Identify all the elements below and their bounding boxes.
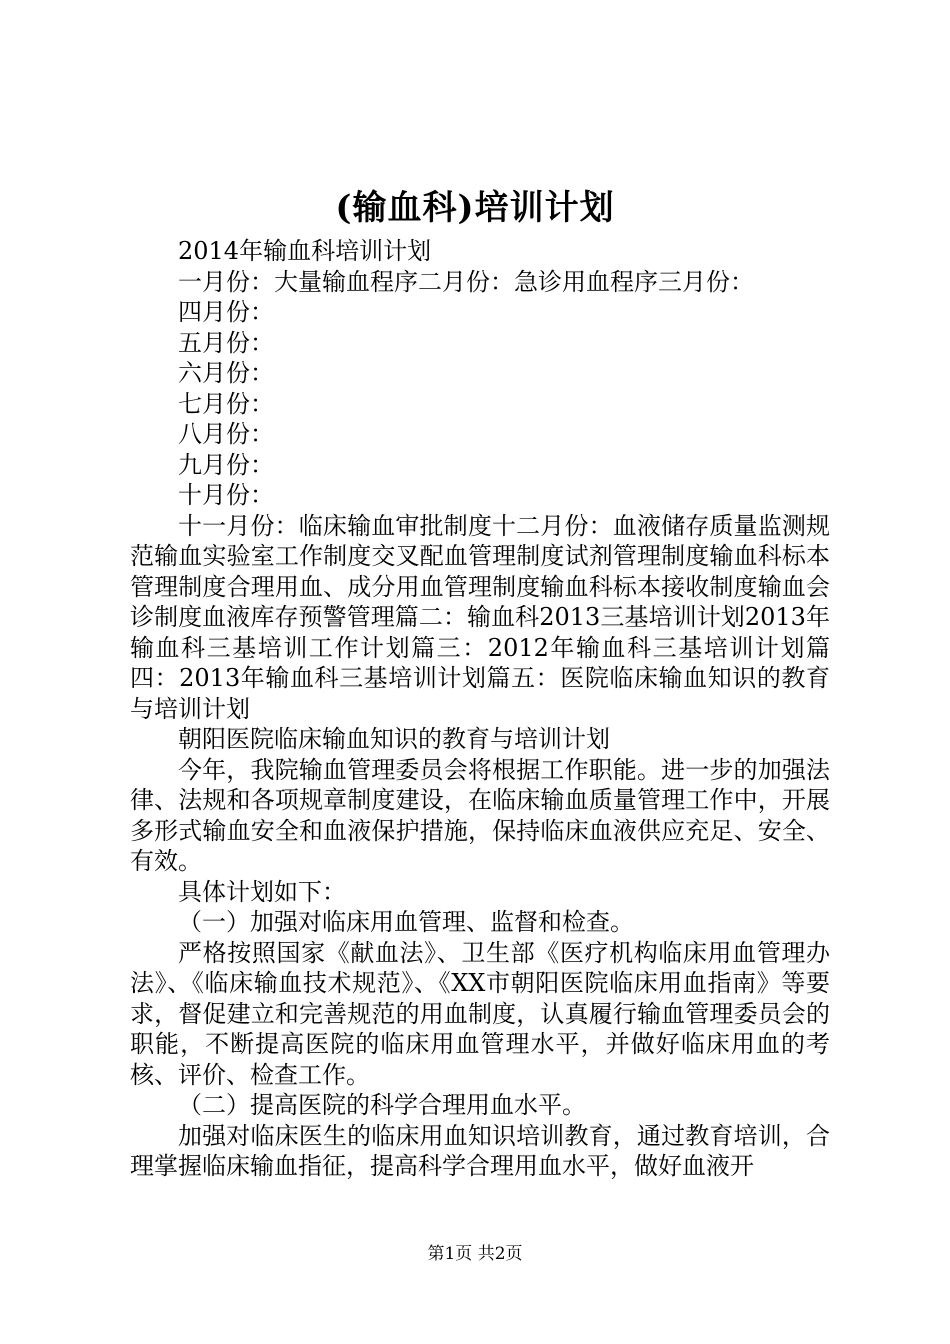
paragraph: （一）加强对临床用血管理、监督和检查。 — [178, 908, 634, 936]
paragraph: 七月份： — [178, 389, 274, 418]
paragraph: 九月份： — [178, 450, 274, 479]
page-footer: 第1页 共2页 — [427, 1244, 523, 1264]
paragraph: 具体计划如下： — [178, 877, 346, 906]
paragraph: 八月份： — [178, 420, 274, 448]
paragraph: 加强对临床医生的临床用血知识培训教育，通过教育培训，合理掌握临床输血指征，提高科学合理用血水平，做好血液开 — [130, 1121, 830, 1180]
document-title: (输血科)培训计划 — [335, 188, 615, 228]
document-body — [130, 236, 830, 1182]
paragraph: 今年，我院输血管理委员会将根据工作职能。进一步的加强法律、法规和各项规章制度建设，在临床输血质量管理工作中，开展多形式输血安全和血液保护措施，保持临床血液供应充足、安全、有效。 — [130, 755, 830, 875]
paragraph: 四月份： — [178, 298, 274, 326]
paragraph: （二）提高医院的科学合理用血水平。 — [178, 1091, 586, 1119]
paragraph: 严格按照国家《献血法》、卫生部《医疗机构临床用血管理办法》、《临床输血技术规范》、《XX市朝阳医院临床用血指南》等要求，督促建立和完善规范的用血制度，认真履行输血管理委员会的职能，不断提高医院的临床用血管理水平，并做好临床用血的考核、评价、检查工作。 — [130, 938, 830, 1089]
paragraph: 十一月份：临床输血审批制度十二月份：血液储存质量监测规范输血实验室工作制度交叉配血管理制度试剂管理制度输血科标本管理制度合理用血、成分用血管理制度输血科标本接收制度输血会诊制度血液库存预警管理篇二：输血科2013三基培训计划2013年输血科三基培训工作计划篇三：2012年输血科三基培训计划篇四：2013年输血科三基培训计划篇五：医院临床输血知识的教育与培训计划 — [130, 511, 830, 723]
paragraph: 十月份： — [178, 481, 274, 509]
paragraph: 一月份：大量输血程序二月份：急诊用血程序三月份： — [178, 267, 754, 296]
paragraph: 2014年输血科培训计划 — [178, 237, 432, 265]
paragraph: 五月份： — [178, 328, 274, 357]
paragraph: 六月份： — [178, 359, 274, 387]
paragraph: 朝阳医院临床输血知识的教育与培训计划 — [178, 725, 610, 753]
